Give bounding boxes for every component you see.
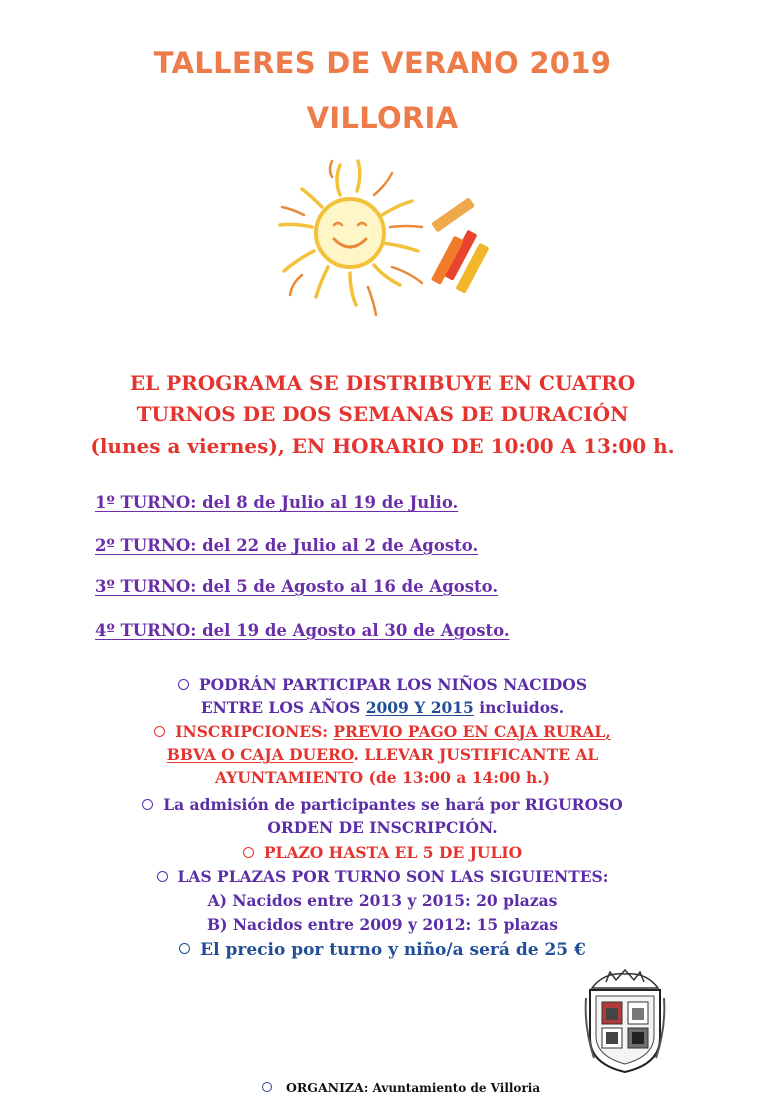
precio: El precio por turno y niño/a será de 25 € (0, 939, 765, 962)
bullet-circle-icon (179, 943, 190, 954)
plazas-a: A) Nacidos entre 2013 y 2015: 20 plazas (207, 891, 558, 910)
crayons-icon (431, 197, 490, 294)
admision-line-2: ORDEN DE INSCRIPCIÓN. (267, 818, 498, 837)
coat-of-arms-icon (584, 968, 666, 1074)
participantes-line-1: PODRÁN PARTICIPAR LOS NIÑOS NACIDOS (0, 673, 765, 696)
inscripciones-line-2: BBVA O CAJA DUERO. LLEVAR JUSTIFICANTE AL (166, 745, 599, 764)
bullet-circle-icon (178, 679, 189, 690)
bullet-circle-icon (154, 726, 165, 737)
plazas-b: B) Nacidos entre 2009 y 2012: 15 plazas (207, 915, 558, 934)
turno-3: 3º TURNO: del 5 de Agosto al 16 de Agosto. (95, 577, 499, 596)
sun-face (316, 199, 384, 267)
plazas-title: LAS PLAZAS POR TURNO SON LAS SIGUIENTES: (0, 865, 765, 888)
plazo: PLAZO HASTA EL 5 DE JULIO (0, 841, 765, 864)
title-line-2: VILLORIA (306, 101, 459, 135)
bullet-circle-icon (262, 1082, 272, 1092)
program-line-2: TURNOS DE DOS SEMANAS DE DURACIÓN (136, 402, 629, 426)
program-line-1: EL PROGRAMA SE DISTRIBUYE EN CUATRO (129, 371, 636, 395)
inscripciones-line-3: AYUNTAMIENTO (de 13:00 a 14:00 h.) (215, 768, 550, 787)
turno-2: 2º TURNO: del 22 de Julio al 2 de Agosto. (95, 536, 479, 555)
participantes-years: 2009 Y 2015 (365, 698, 474, 717)
footer-organiza: ORGANIZA: Avuntamiento de Villoria (262, 1080, 540, 1095)
turno-4: 4º TURNO: del 19 de Agosto al 30 de Agosto. (95, 621, 510, 640)
sun-drawing (262, 155, 492, 330)
program-line-3: (lunes a viernes), EN HORARIO DE 10:00 A 13:00 h. (90, 434, 675, 458)
bullet-circle-icon (243, 847, 254, 858)
admision-line-1: La admisión de participantes se hará por RIGUROSO (0, 793, 765, 816)
turno-1: 1º TURNO: del 8 de Julio al 19 de Julio. (95, 493, 459, 512)
participantes-line-2: ENTRE LOS AÑOS 2009 Y 2015 incluidos. (200, 698, 565, 717)
bullet-circle-icon (142, 799, 153, 810)
title-line-1: TALLERES DE VERANO 2019 (153, 46, 612, 80)
bullet-circle-icon (157, 871, 168, 882)
inscripciones-line-1: INSCRIPCIONES: PREVIO PAGO EN CAJA RURAL, (0, 720, 765, 743)
